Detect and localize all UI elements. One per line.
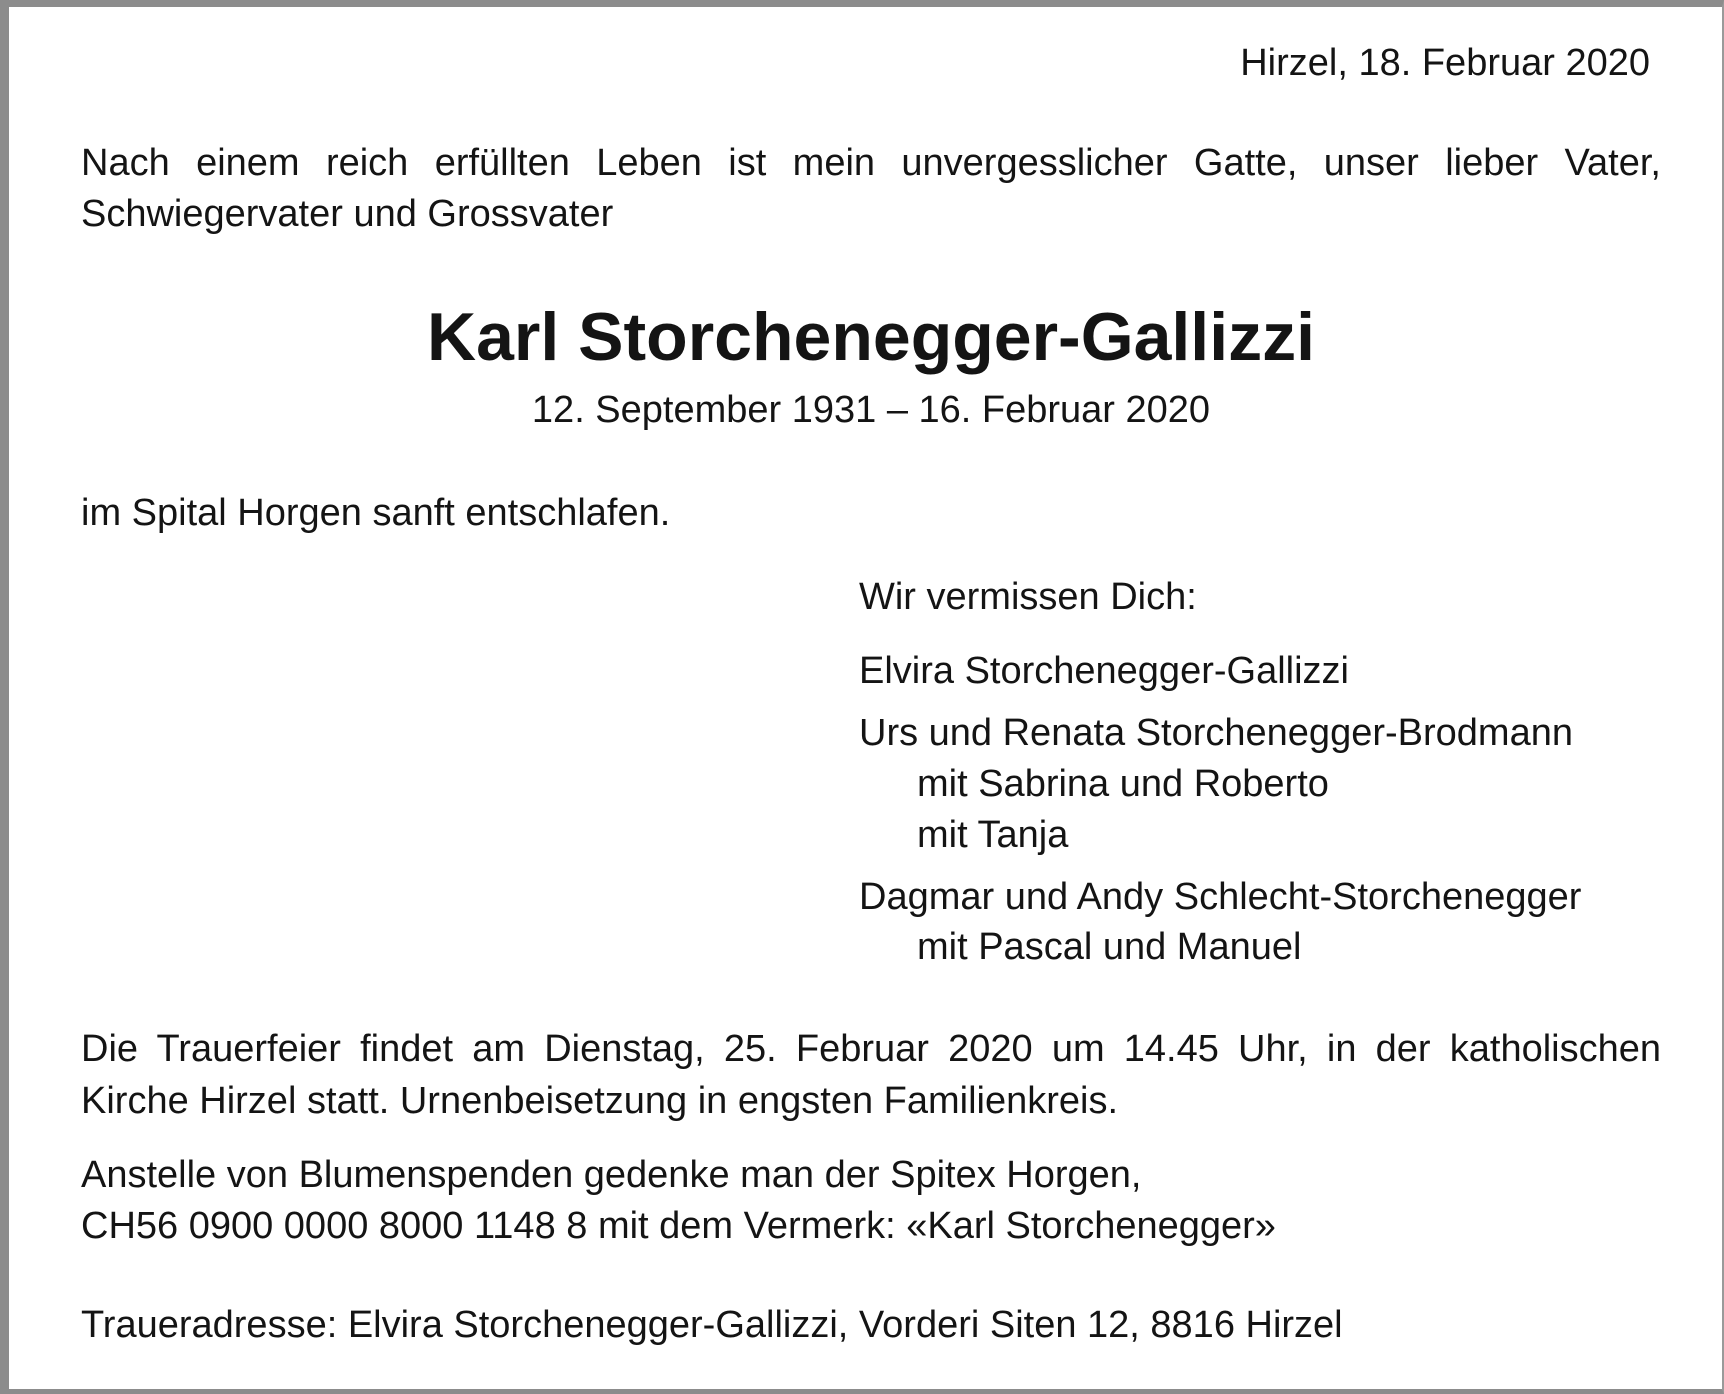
donation-line-1: Anstelle von Blumenspenden gedenke man der Spitex Horgen, [81, 1154, 1142, 1196]
passing-statement: im Spital Horgen sanft entschlafen. [81, 492, 671, 534]
ceremony-line-2: Kirche Hirzel statt. Urnenbeisetzung in engsten Familienkreis. [81, 1080, 1119, 1122]
mourner-sub: mit Pascal und Manuel [917, 926, 1302, 968]
mourner-sub: mit Tanja [917, 814, 1069, 856]
deceased-name: Karl Storchenegger-Gallizzi [427, 299, 1315, 375]
place-date: Hirzel, 18. Februar 2020 [1240, 42, 1650, 84]
donation-line-2: CH56 0900 0000 8000 1148 8 mit dem Vermerk: «Karl Storchenegger» [81, 1205, 1276, 1247]
intro-line-2: Schwiegervater und Grossvater [81, 193, 614, 235]
lifespan: 12. September 1931 – 16. Februar 2020 [531, 389, 1211, 431]
mourner-sub: mit Sabrina und Roberto [917, 763, 1329, 805]
intro-line-1: Nach einem reich erfüllten Leben ist mein unvergesslicher Gatte, unser lieber Vater, [81, 142, 1661, 184]
ceremony-line-1: Die Trauerfeier findet am Dienstag, 25. Februar 2020 um 14.45 Uhr, in der katholischen [81, 1028, 1661, 1070]
mourning-address: Traueradresse: Elvira Storchenegger-Gallizzi, Vorderi Siten 12, 8816 Hirzel [81, 1304, 1343, 1346]
mourner-main: Dagmar und Andy Schlecht-Storchenegger [859, 876, 1582, 918]
mourner-main: Elvira Storchenegger-Gallizzi [859, 650, 1349, 692]
mourners-heading: Wir vermissen Dich: [859, 576, 1197, 618]
mourner-main: Urs und Renata Storchenegger-Brodmann [859, 712, 1573, 754]
